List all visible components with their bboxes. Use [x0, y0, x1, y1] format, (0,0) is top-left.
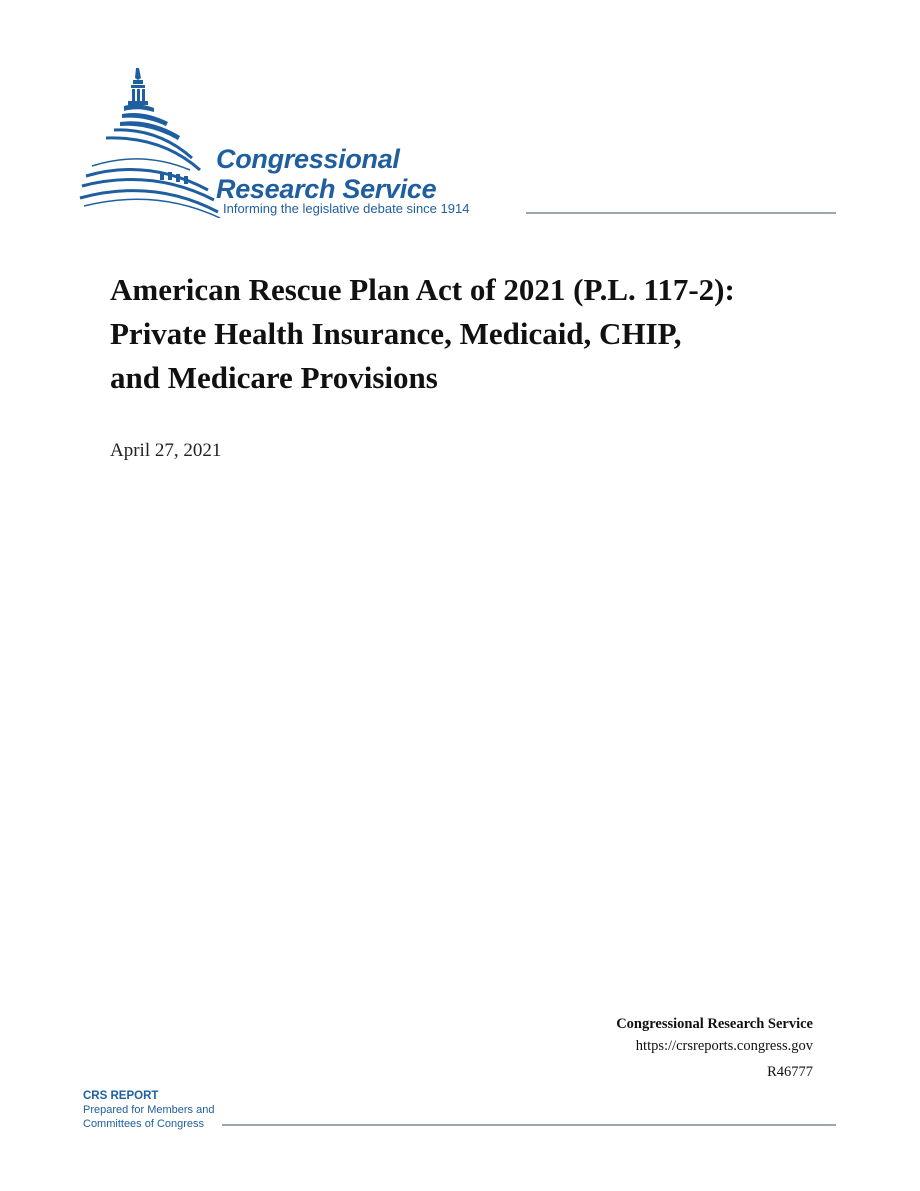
report-title-line3: and Medicare Provisions	[110, 360, 438, 395]
prepared-for-line1: Prepared for Members and	[83, 1104, 215, 1116]
crs-report-label	[83, 1089, 214, 1131]
header-divider	[526, 212, 836, 214]
brand-name-line1: Congressional	[216, 144, 400, 174]
crs-report-heading: CRS REPORT	[83, 1090, 159, 1102]
footer-organization: Congressional Research Service	[616, 1016, 813, 1032]
footer-divider	[222, 1124, 836, 1126]
capitol-dome-icon	[78, 66, 223, 218]
prepared-for-line2: Committees of Congress	[83, 1118, 205, 1130]
brand-tagline: Informing the legislative debate since 1914	[223, 201, 470, 216]
brand-name-line2: Research Service	[216, 174, 437, 204]
report-id: R46777	[767, 1064, 813, 1080]
brand-name	[216, 144, 436, 204]
report-title-line2: Private Health Insurance, Medicaid, CHIP,	[110, 316, 682, 351]
footer-url[interactable]: https://crsreports.congress.gov	[635, 1038, 813, 1054]
report-title	[110, 268, 850, 400]
report-date: April 27, 2021	[110, 440, 222, 461]
report-title-line1: American Rescue Plan Act of 2021 (P.L. 117-2):	[110, 272, 735, 307]
footer-info	[616, 1013, 813, 1083]
